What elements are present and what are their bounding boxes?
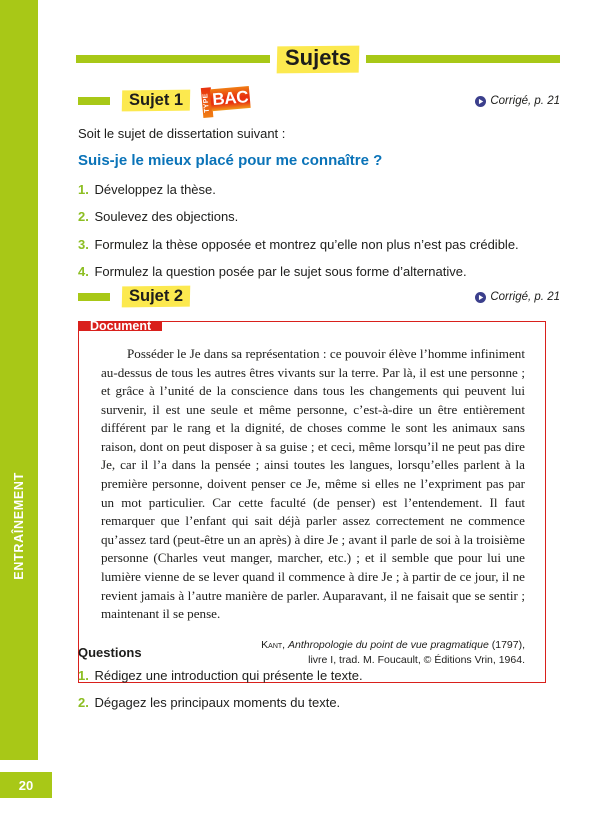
item-number: 1.	[78, 182, 89, 197]
item-text: Dégagez les principaux moments du texte.	[94, 695, 341, 711]
type-bac-badge	[201, 84, 251, 118]
list-item	[78, 695, 560, 711]
item-text: Développez la thèse.	[94, 182, 216, 197]
sujet-1-label: Sujet 1	[122, 89, 190, 113]
sujet-2-heading	[78, 285, 560, 309]
document-body-text: Posséder le Je dans sa représentation : ce pouvoir élève l’homme infiniment au-dessus de tous les autres êtres vivants sur la terre. Par là, il est une personne ; et grâce à l’unité de la conscience dans tous les changements qui peuvent lui survenir, il est une seule et même personne, c’est-à-dire un être entièrement différent par le rang et la dignité, de choses comme le sont les animaux sans raison, dont on peut disposer à sa guise ; et ceci, même lorsqu’il ne peut pas dire Je, car il l’a dans la pensée ; ainsi toutes les langues, lorsqu’elles parlent à la première personne, doivent penser ce Je, même si elles ne l’expriment pas par un mot particulier. Car cette faculté (de penser) est l’entendement. Il faut remarquer que l’enfant qui sait déjà parler assez correctement ne commence qu’assez tard (peut-être un an après) à dire Je ; avant il parle de soi à la troisième personne (Charles veut manger, marcher, etc.) ; et il semble que pour lui une lumière vienne de se lever quand il commence à dire Je ; à partir de ce jour, il ne revient jamais à l’autre manière de parler. Auparavant, il ne faisait que se sentir ; maintenant il se pense.	[101, 346, 525, 622]
sujet-dash	[78, 97, 110, 105]
document-box	[78, 321, 546, 683]
page-number-badge	[0, 772, 52, 798]
play-circle-icon	[475, 292, 486, 303]
sujet-1-corrige-link[interactable]	[475, 95, 560, 107]
sujet-1-heading	[78, 86, 560, 116]
list-item	[78, 237, 560, 253]
credit-rest: (1797),	[488, 638, 525, 651]
document-tag: Document	[79, 322, 162, 331]
credit-line-2: livre I, trad. M. Foucault, © Éditions Vrin, 1964.	[308, 654, 525, 667]
sujet-2-label: Sujet 2	[122, 285, 190, 309]
item-number: 4.	[78, 263, 89, 279]
list-item	[78, 264, 560, 280]
item-text: Rédigez une introduction qui présente le texte.	[94, 668, 363, 683]
page-number: 20	[18, 777, 34, 793]
sujet-2-corrige-text: Corrigé, p. 21	[490, 291, 560, 303]
page-title-bar	[76, 44, 560, 74]
sujet-1-intro: Soit le sujet de dissertation suivant :	[78, 126, 286, 141]
section-tab-label: ENTRAÎNEMENT	[12, 472, 26, 580]
credit-work: Anthropologie du point de vue pragmatique	[288, 638, 489, 651]
credit-author: Kant	[261, 638, 283, 651]
list-item	[78, 209, 560, 225]
item-number: 2.	[78, 695, 89, 711]
item-text: Formulez la thèse opposée et montrez qu’elle non plus n’est pas crédible.	[94, 236, 519, 252]
credit-comma: ,	[282, 638, 288, 651]
title-rule-right	[366, 55, 560, 63]
page-content	[78, 0, 560, 817]
questions-heading: Questions	[78, 645, 142, 660]
item-number: 1.	[78, 668, 89, 683]
play-circle-icon	[475, 96, 486, 107]
sujet-2-question-list	[78, 668, 560, 723]
list-item	[78, 668, 560, 684]
document-tag-row	[79, 319, 545, 333]
bac-label: BAC	[211, 87, 250, 110]
sujet-1-task-list	[78, 182, 560, 291]
title-rule-left	[76, 55, 270, 63]
list-item	[78, 182, 560, 198]
section-tab	[0, 0, 38, 760]
item-number: 2.	[78, 209, 89, 225]
item-text: Formulez la question posée par le sujet sous forme d’alternative.	[94, 263, 467, 279]
sujet-dash	[78, 293, 110, 301]
sujet-2-corrige-link[interactable]	[475, 291, 560, 303]
type-label: TYPE	[202, 92, 212, 113]
item-text: Soulevez des objections.	[94, 209, 239, 225]
sujet-1-corrige-text: Corrigé, p. 21	[490, 95, 560, 107]
dissertation-title: Suis-je le mieux placé pour me connaître ?	[78, 152, 383, 169]
page-title: Sujets	[277, 44, 359, 74]
item-number: 3.	[78, 236, 89, 252]
